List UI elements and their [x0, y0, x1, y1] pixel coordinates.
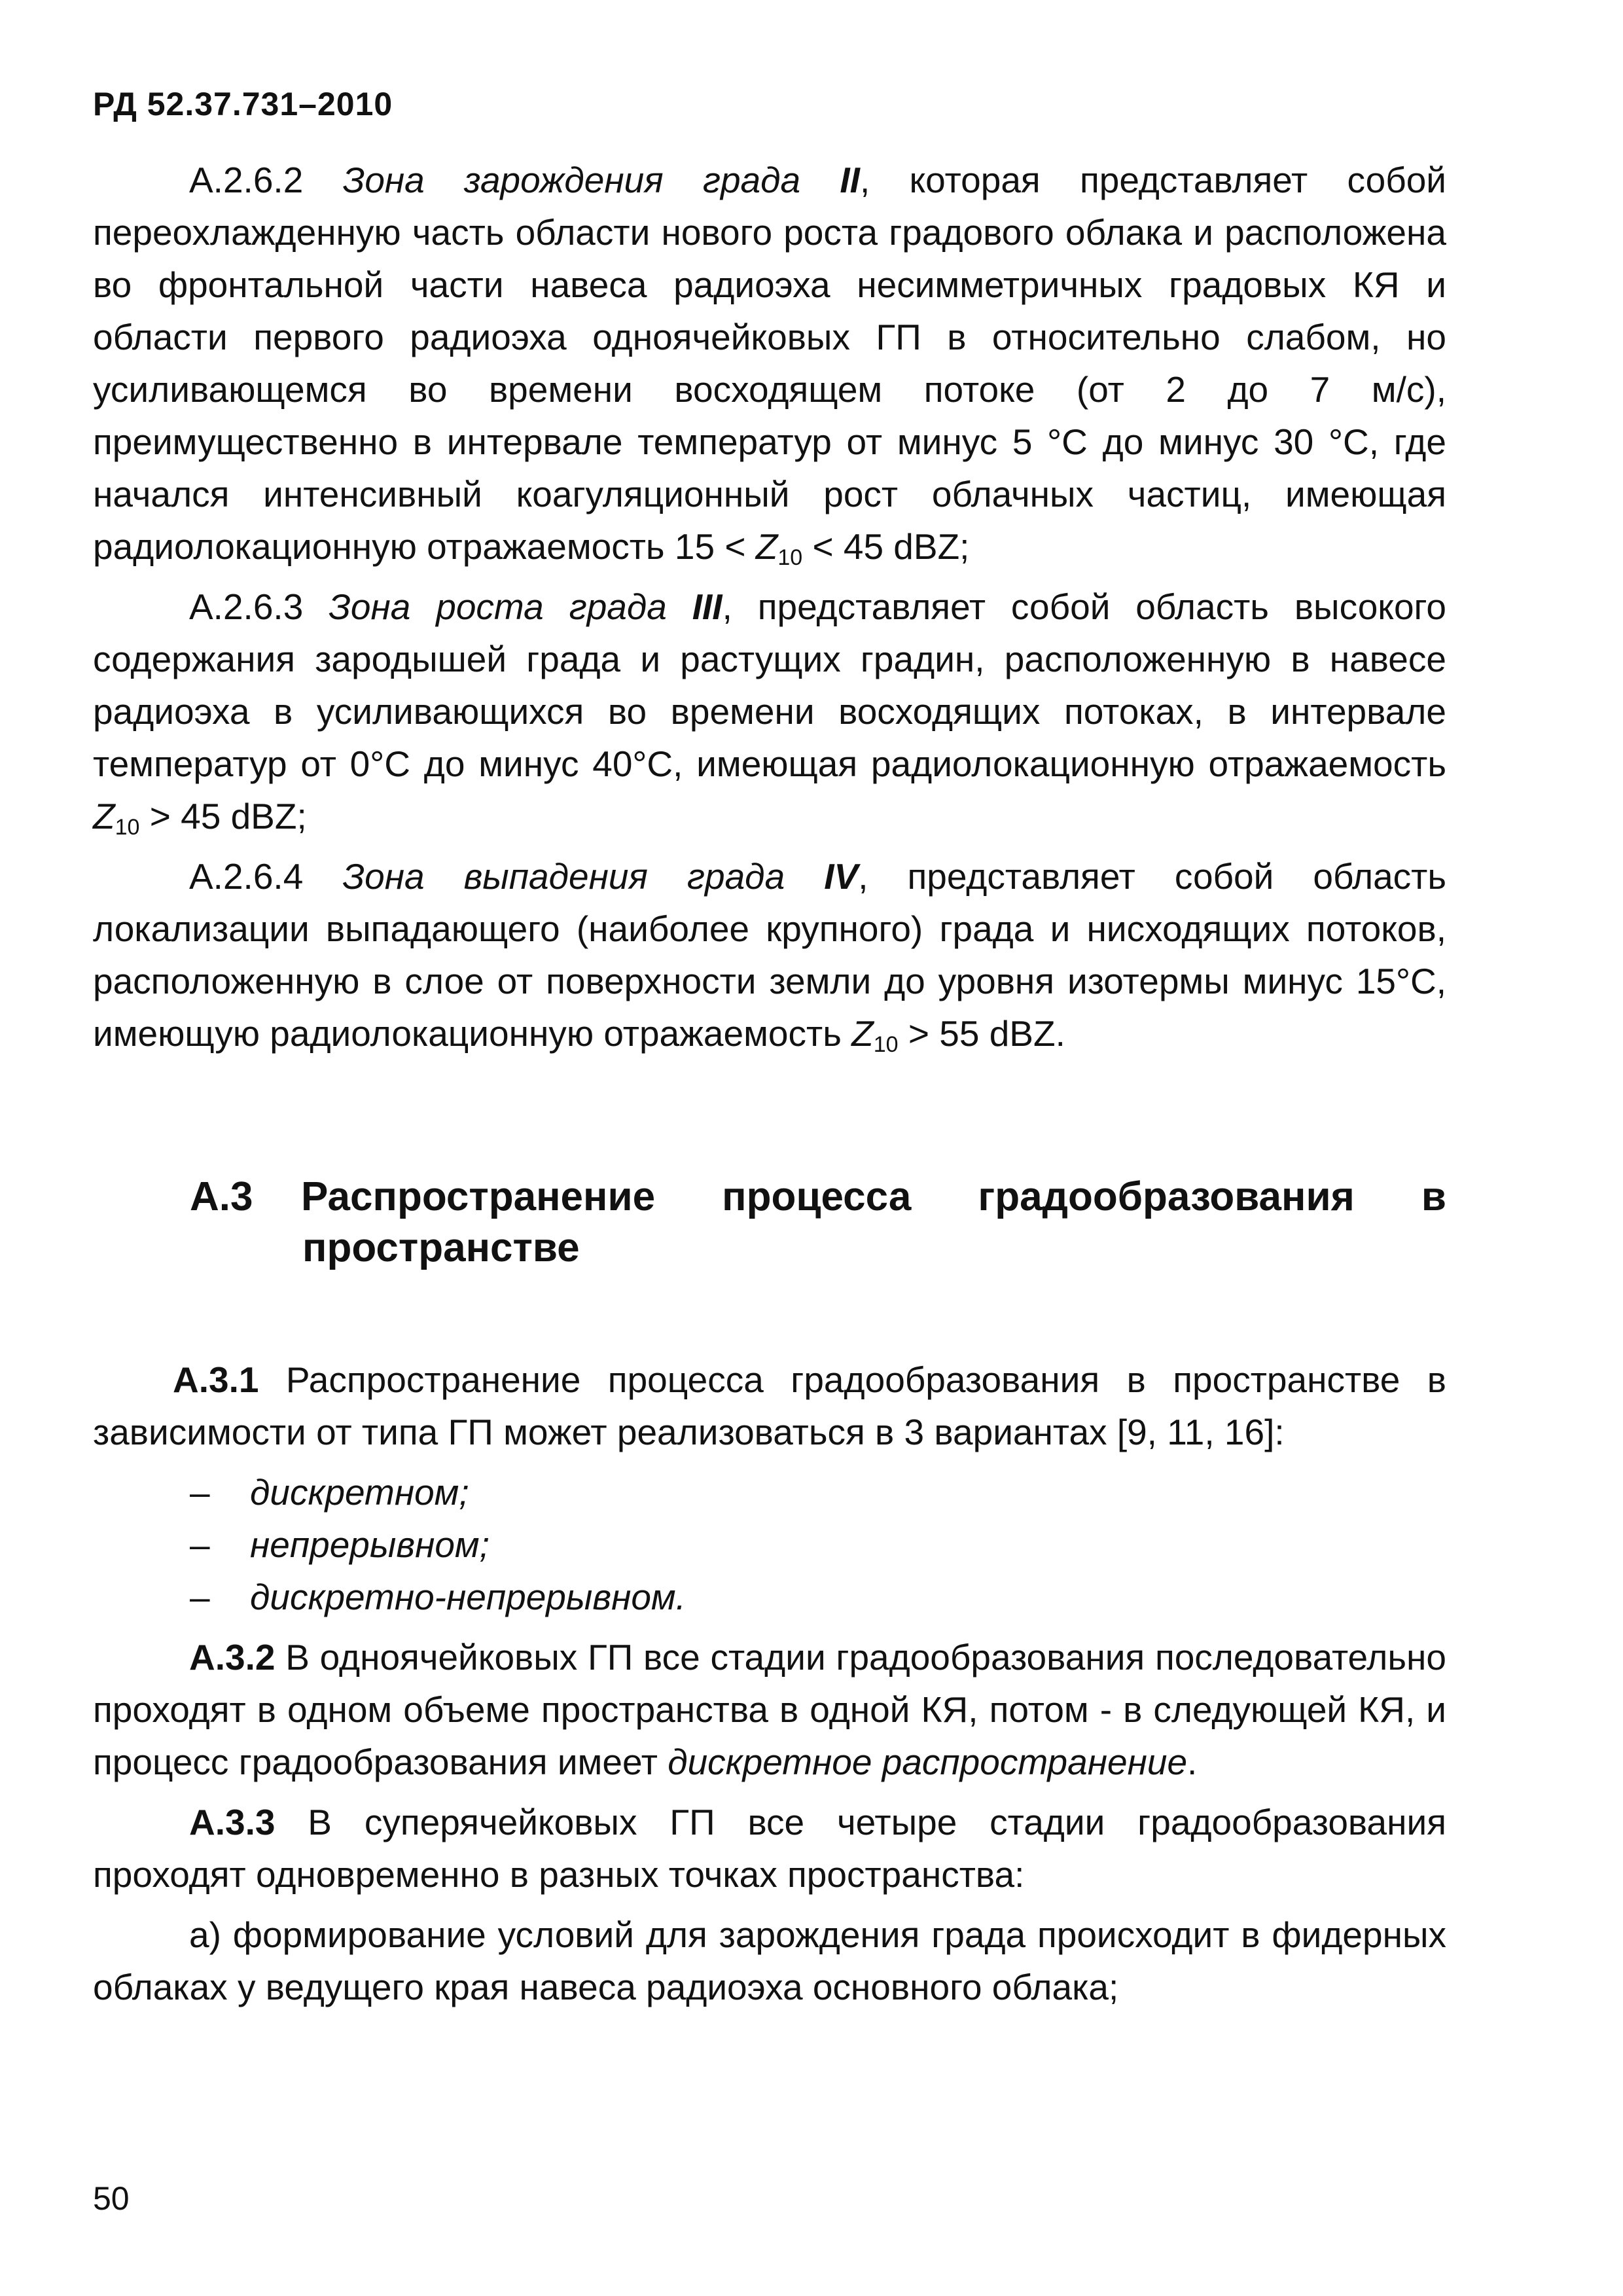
term: Зона зарождения града: [342, 160, 801, 200]
paragraph-text-end: > 55 dBZ.: [898, 1013, 1065, 1054]
section-title-line-2: пространстве: [302, 1225, 580, 1270]
dash-marker: –: [190, 1472, 210, 1513]
dash-marker: –: [190, 1524, 210, 1565]
paragraph-text: а) формирование условий для зарождения града происходит в фидерных облаках у ведущего края навеса радиоэха основного облака;: [93, 1914, 1446, 2007]
paragraph-text: В суперячейковых ГП все четыре стадии градообразования проходят одновременно в разных точках пространства:: [93, 1802, 1446, 1895]
paragraph-a-2-6-2: [93, 154, 1446, 573]
paragraph-a-3-2: А.3.2 В одноячейковых ГП все стадии градообразования последовательно проходят в одном объеме пространства в одной КЯ, потом - в следующей КЯ, и процесс градообразования имеет дискретное распространение.: [93, 1637, 1446, 1782]
clause-number: А.2.6.2: [189, 160, 304, 200]
section-heading-a3: [190, 1172, 1446, 1223]
list-item: – непрерывном;: [93, 1518, 1446, 1571]
paragraph-text: , представляет собой область локализации выпадающего (наиболее крупного) града и нисходящих потоков, расположенную в слое от поверхности земли до уровня изотермы минус 15°С, имеющую радиолокационную отражаемость: [93, 856, 1447, 1054]
clause-number: А.3.2: [189, 1637, 276, 1677]
paragraph-a-3-1: [93, 1354, 1446, 1458]
paragraph-a-3-3: [93, 1796, 1446, 1901]
term: Зона выпадения града: [342, 856, 785, 897]
z-subscript: 10: [873, 1032, 899, 1057]
paragraph-a-3-3-a: [93, 1909, 1446, 2013]
paragraph-text-end: > 45 dBZ;: [139, 796, 307, 836]
z-subscript: 10: [777, 545, 803, 570]
z-symbol: Z: [93, 796, 115, 836]
document-code: РД 52.37.731–2010: [93, 86, 393, 122]
paragraph-text: , представляет собой область высокого содержания зародышей града и растущих градин, расположенную в навесе радиоэха в усиливающихся во времени восходящих потоках, в интервале температур от 0°С до минус 40°С, имеющая радиолокационную отражаемость: [93, 586, 1446, 784]
list-item: – дискретно-непрерывном.: [93, 1571, 1446, 1623]
page-number: 50: [93, 2180, 130, 2217]
z-subscript: 10: [115, 815, 140, 840]
list-item: – дискретном;: [93, 1466, 1446, 1518]
clause-number: А.3.1: [173, 1359, 259, 1400]
dash-marker: –: [190, 1577, 210, 1617]
z-symbol: Z: [851, 1013, 874, 1054]
paragraph-a-2-6-3: [93, 581, 1446, 842]
variants-list: [93, 1466, 1446, 1623]
section-title-line-1: Распространение процесса градообразования в: [301, 1174, 1446, 1219]
paragraph-text: , которая представляет собой переохлажденную часть области нового роста градового облака и расположена во фронтальной части навеса радиоэха несимметричных градовых КЯ и области первого радиоэха одноячейковых ГП в относительно слабом, но усиливающемся во времени восходящем потоке (от 2 до 7 м/с), преимущественно в интервале температур от минус 5 °С до минус 30 °С, где начался интенсивный коагуляционный рост облачных частиц, имеющая радиолокационную отражаемость 15 <: [93, 160, 1447, 567]
term: Зона роста града: [329, 586, 667, 627]
upper-text-block: [93, 154, 1446, 1060]
paragraph-text: Распространение процесса градообразования в пространстве в зависимости от типа ГП может реализоваться в 3 вариантах [9, 11, 16]:: [93, 1359, 1446, 1452]
z-symbol: Z: [755, 526, 778, 567]
paragraph-a-2-6-4: [93, 850, 1446, 1060]
section-number: А.3: [190, 1174, 253, 1219]
italic-term: дискретное распространение: [668, 1742, 1188, 1782]
paragraph-text: В одноячейковых ГП все стадии градообразования последовательно проходят в одном объеме пространства в одной КЯ, потом - в следующей КЯ, и процесс градообразования имеет: [93, 1637, 1446, 1782]
clause-number: А.2.6.3: [189, 586, 304, 627]
roman-numeral: III: [692, 586, 722, 627]
roman-numeral: II: [840, 160, 860, 200]
lower-text-block: [93, 1354, 1446, 2013]
clause-number: А.2.6.4: [189, 856, 304, 897]
roman-numeral: IV: [824, 856, 859, 897]
paragraph-text-end: < 45 dBZ;: [802, 526, 970, 567]
clause-number: А.3.3: [189, 1802, 276, 1842]
